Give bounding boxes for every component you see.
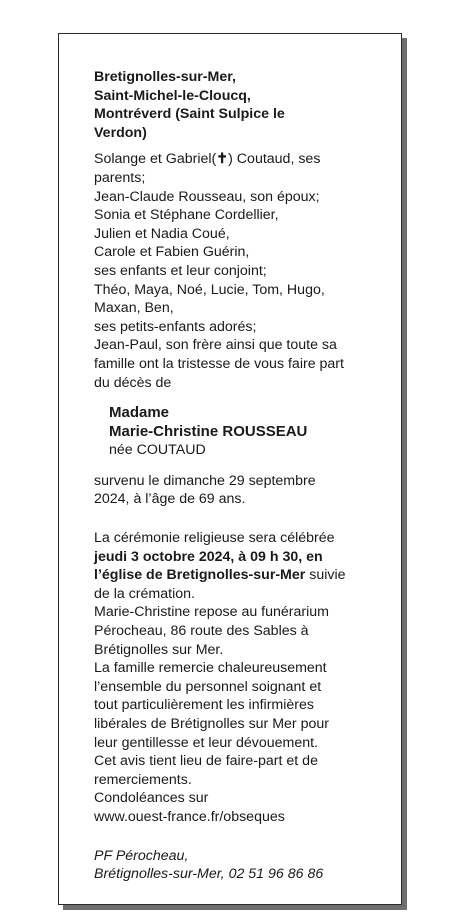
ceremony-date: jeudi 3 octobre 2024, à 09 h 30, en	[94, 548, 323, 565]
heading-line: Verdon)	[94, 124, 147, 141]
family-line: Jean-Claude Rousseau, son époux;	[94, 188, 320, 205]
ceremony-intro: La cérémonie religieuse sera célébrée	[94, 530, 335, 547]
ceremony-line: Pérocheau, 86 route des Sables à	[94, 623, 309, 640]
death-notice	[94, 472, 379, 509]
family-line: Sonia et Stéphane Cordellier,	[94, 207, 279, 224]
family-line: Maxan, Ben,	[94, 300, 174, 317]
ceremony-line: tout particulièrement les infirmières	[94, 697, 314, 714]
obituary-content	[94, 68, 379, 884]
ceremony-line: remerciements.	[94, 771, 192, 788]
family-line: Julien et Nadia Coué,	[94, 225, 230, 242]
condolences-link[interactable]: www.ouest-france.fr/obseques	[94, 808, 285, 825]
death-line: 2024, à l’âge de 69 ans.	[94, 491, 246, 508]
family-line: Carole et Fabien Guérin,	[94, 244, 250, 261]
ceremony-line: de la crémation.	[94, 585, 195, 602]
funeral-home-contact: Brétignolles-sur-Mer, 02 51 96 86 86	[94, 866, 324, 883]
locations-heading	[94, 68, 379, 142]
cross-icon: ✝	[216, 151, 229, 168]
deceased-name: Marie-Christine ROUSSEAU	[109, 422, 308, 440]
heading-line: Montréverd (Saint Sulpice le	[94, 106, 285, 123]
funeral-home	[94, 847, 379, 884]
family-line: famille ont la tristesse de vous faire part	[94, 355, 344, 372]
ceremony-line: leur gentillesse et leur dévouement.	[94, 734, 318, 751]
heading-line: Bretignolles-sur-Mer,	[94, 69, 236, 85]
ceremony-line: La famille remercie chaleureusement	[94, 660, 327, 677]
family-line: ses petits-enfants adorés;	[94, 318, 257, 335]
ceremony-line: Condoléances sur	[94, 790, 209, 807]
ceremony-place: l’église de Bretignolles-sur-Mer	[94, 567, 306, 584]
death-line: survenu le dimanche 29 septembre	[94, 472, 316, 489]
family-line: du décès de	[94, 374, 172, 391]
ceremony-details	[94, 529, 379, 827]
ceremony-line: l’ensemble du personnel soignant et	[94, 678, 322, 695]
heading-line: Saint-Michel-le-Cloucq,	[94, 87, 251, 104]
ceremony-line: Cet avis tient lieu de faire-part et de	[94, 753, 318, 770]
family-line: ses enfants et leur conjoint;	[94, 262, 267, 279]
obituary-card	[58, 33, 402, 905]
deceased-maiden-name: née COUTAUD	[109, 442, 206, 459]
family-line: parents;	[94, 169, 146, 186]
ceremony-place-line: l’église de Bretignolles-sur-Mer suivie	[94, 567, 346, 584]
family-line: Théo, Maya, Noé, Lucie, Tom, Hugo,	[94, 281, 325, 298]
family-line: Jean-Paul, son frère ainsi que toute sa	[94, 337, 337, 354]
ceremony-line: Marie-Christine repose au funérarium	[94, 604, 329, 621]
deceased-name-block	[94, 404, 379, 460]
funeral-home-name: PF Pérocheau,	[94, 847, 189, 864]
ceremony-line: Brétignolles sur Mer.	[94, 641, 224, 658]
family-line: Solange et Gabriel(✝) Coutaud, ses	[94, 151, 321, 168]
ceremony-line: libérales de Brétignolles sur Mer pour	[94, 716, 329, 732]
deceased-title: Madame	[109, 404, 170, 422]
family-list	[94, 150, 379, 392]
